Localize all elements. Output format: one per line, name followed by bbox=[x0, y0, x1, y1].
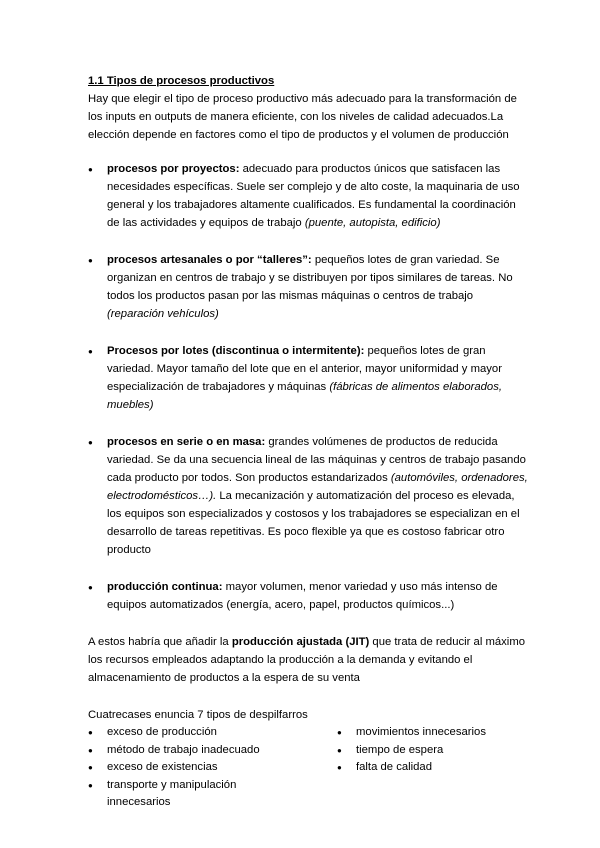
waste-item: método de trabajo inadecuado bbox=[107, 743, 260, 756]
bullet-icon bbox=[88, 742, 98, 760]
process-types-list bbox=[88, 160, 530, 614]
bullet-icon bbox=[88, 251, 98, 270]
closing-bold-term: producción ajustada (JIT) bbox=[231, 636, 370, 648]
list-item bbox=[337, 742, 486, 760]
waste-intro: Cuatrecases enuncia 7 tipos de despilfarros bbox=[88, 709, 308, 721]
waste-item: exceso de producción bbox=[107, 726, 217, 738]
item-text: grandes volúmenes de productos de reducida variedad. Se da una secuencia lineal de las máquinas y centros de trabajo pasando cada producto por todos. Son productos estandarizados bbox=[107, 436, 526, 484]
section-heading: 1.1 Tipos de procesos productivos bbox=[88, 75, 275, 87]
bullet-icon bbox=[337, 759, 347, 777]
bullet-icon bbox=[88, 724, 98, 742]
jit-paragraph bbox=[88, 633, 530, 687]
item-text: mayor volumen, menor variedad y uso más intenso de equipos automatizados (energía, acero, papel, productos químicos...) bbox=[107, 581, 498, 611]
bullet-icon bbox=[337, 742, 347, 760]
list-item bbox=[88, 342, 530, 414]
bullet-icon bbox=[88, 342, 98, 361]
waste-item: tiempo de espera bbox=[356, 743, 444, 756]
waste-item: movimientos innecesarios bbox=[356, 726, 486, 738]
waste-item: falta de calidad bbox=[356, 761, 432, 773]
bullet-icon bbox=[88, 160, 98, 179]
list-item bbox=[88, 777, 257, 812]
item-term: procesos por proyectos: bbox=[107, 163, 240, 175]
list-item bbox=[88, 724, 318, 742]
waste-item: transporte y manipulación innecesarios bbox=[107, 778, 237, 808]
bullet-icon bbox=[88, 759, 98, 777]
bullet-icon bbox=[88, 578, 98, 597]
bullet-icon bbox=[337, 724, 347, 742]
list-item bbox=[337, 724, 486, 742]
item-examples: (fábricas de alimentos elaborados, muebles) bbox=[107, 381, 502, 411]
item-examples: (puente, autopista, edificio) bbox=[304, 217, 441, 229]
item-after: La mecanización y automatización del proceso es elevada, los equipos son especializados y costosos y los trabajadores se especializan en el desarrollo de tareas repetitivas. Es poco flexible ya que es costoso fabricar otro producto bbox=[107, 490, 520, 556]
waste-column-right bbox=[337, 724, 486, 812]
bullet-icon bbox=[88, 433, 98, 452]
item-term: Procesos por lotes (discontinua o intermitente): bbox=[107, 345, 365, 357]
list-item bbox=[88, 160, 530, 232]
item-term: procesos artesanales o por “talleres”: bbox=[107, 254, 312, 266]
list-item bbox=[88, 433, 530, 559]
closing-text-after: que trata de reducir al máximo los recursos empleados adaptando la producción a la demanda y evitando el almacenamiento de productos a la espera de su venta bbox=[88, 636, 526, 684]
waste-item: exceso de existencias bbox=[107, 761, 218, 773]
list-item bbox=[88, 251, 530, 323]
list-item bbox=[88, 759, 318, 777]
intro-paragraph: Hay que elegir el tipo de proceso productivo más adecuado para la transformación de los inputs en outputs de manera eficiente, con los niveles de calidad adecuados.La elección depende en factores como el tipo de productos y el volumen de producción bbox=[88, 93, 517, 141]
item-examples: (reparación vehículos) bbox=[107, 308, 219, 320]
item-text: pequeños lotes de gran variedad. Mayor tamaño del lote que en el anterior, mayor uniformidad y mayor especialización de trabajadores y máquinas bbox=[107, 345, 502, 393]
item-term: producción continua: bbox=[107, 581, 223, 593]
item-text: adecuado para productos únicos que satisfacen las necesidades específicas. Suele ser complejo y de alto coste, la maquinaria de uso general y los trabajadores altamente cualificados. Es fundamental la coordinación de las actividades y equipos de trabajo bbox=[107, 163, 520, 229]
item-examples: (automóviles, ordenadores, electrodomésticos…). bbox=[107, 472, 528, 502]
waste-list bbox=[88, 724, 530, 812]
item-term: procesos en serie o en masa: bbox=[107, 436, 266, 448]
waste-column-left bbox=[88, 724, 318, 812]
bullet-icon bbox=[88, 777, 98, 795]
list-item bbox=[88, 578, 530, 614]
item-text: pequeños lotes de gran variedad. Se organizan en centros de trabajo y se distribuyen por tipos similares de tareas. No todos los productos pasan por las mismas máquinas o centros de trabajo bbox=[107, 254, 513, 302]
list-item bbox=[337, 759, 486, 777]
closing-text-before: A estos habría que añadir la bbox=[88, 636, 232, 648]
list-item bbox=[88, 742, 318, 760]
